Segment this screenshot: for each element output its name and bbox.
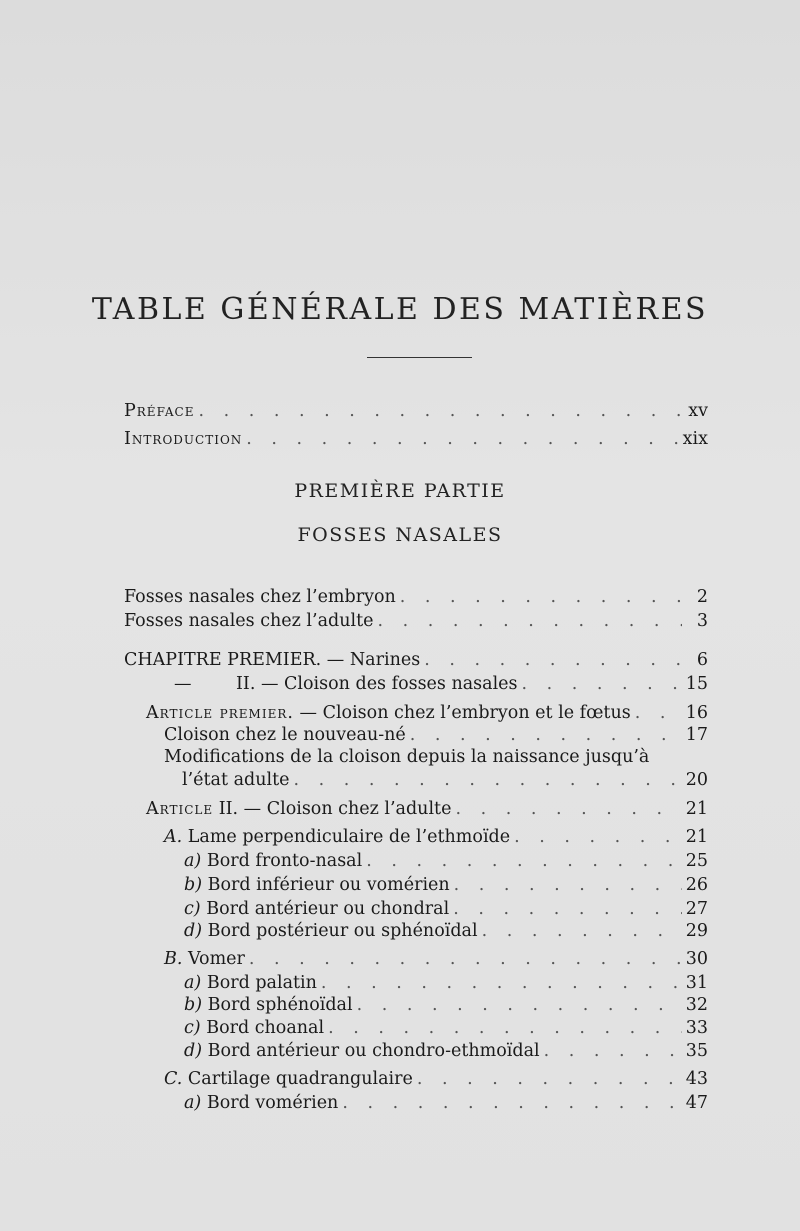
toc-label (164, 1068, 413, 1090)
section-marker: C. (164, 1069, 183, 1089)
subsection-marker: c) (184, 1018, 201, 1038)
toc-entry-subsection[interactable] (184, 920, 708, 942)
toc-entry-preface[interactable] (124, 400, 708, 422)
subsection-marker: d) (184, 921, 203, 941)
toc-entry[interactable] (124, 586, 708, 608)
toc-label (146, 798, 451, 820)
toc-page: 20 (685, 770, 708, 790)
article-title: II. — Cloison chez l’adulte (213, 799, 452, 819)
toc-entry-chapter[interactable] (174, 673, 708, 695)
section-marker: A. (164, 827, 183, 847)
subsection-marker: a) (184, 1093, 202, 1113)
toc-page: 21 (685, 827, 708, 847)
section-title: Vomer (182, 949, 245, 969)
toc-page: 25 (685, 851, 708, 871)
toc-page: 16 (685, 703, 708, 723)
leader-dots (321, 972, 682, 994)
article-label: Article premier. (146, 703, 294, 723)
leader-dots (544, 1040, 682, 1062)
toc-page: 2 (696, 587, 708, 607)
toc-entry-section[interactable] (164, 948, 708, 970)
toc-page: xix (682, 429, 708, 449)
toc-page: 15 (685, 674, 708, 694)
toc-entry[interactable] (124, 610, 708, 632)
toc-label (184, 898, 449, 920)
toc-label (164, 948, 245, 970)
subsection-title: Bord choanal (200, 1018, 325, 1038)
subsection-marker: d) (184, 1041, 203, 1061)
toc-page: 43 (685, 1069, 708, 1089)
page-title: TABLE GÉNÉRALE DES MATIÈRES (91, 292, 709, 327)
leader-dots (424, 649, 682, 671)
toc-entry-subsection[interactable] (184, 994, 708, 1016)
toc-entry-chapter[interactable] (124, 649, 708, 671)
leader-dots (328, 1017, 682, 1039)
subsection-marker: c) (184, 899, 201, 919)
toc-label (184, 920, 478, 942)
toc-page: 31 (685, 973, 708, 993)
subsection-title: Bord vomérien (201, 1093, 339, 1113)
toc-label: CHAPITRE PREMIER. — Narines (124, 650, 421, 670)
leader-dots (400, 586, 682, 608)
toc-page: 32 (685, 995, 708, 1015)
subsection-title: Bord palatin (201, 973, 317, 993)
toc-page: 26 (685, 875, 708, 895)
toc-label: Introduction (124, 429, 243, 449)
toc-label: Cloison chez le nouveau-né (164, 725, 406, 745)
subsection-title: Bord sphénoïdal (202, 995, 353, 1015)
leader-dots (293, 769, 681, 791)
section-title: Cartilage quadrangulaire (182, 1069, 413, 1089)
toc-entry-introduction[interactable] (124, 428, 708, 450)
section-marker: B. (164, 949, 183, 969)
toc-label (164, 826, 510, 848)
leader-dots (522, 673, 682, 695)
leader-dots (198, 400, 682, 422)
toc-page: 21 (685, 799, 708, 819)
toc-page: 6 (696, 650, 708, 670)
subsection-marker: b) (184, 875, 203, 895)
toc-entry-section[interactable] (164, 826, 708, 848)
toc-entry-subsection[interactable] (184, 874, 708, 896)
toc-entry[interactable] (164, 746, 708, 768)
toc-entry-subsection[interactable] (184, 1092, 708, 1114)
leader-dots (249, 948, 682, 970)
toc-entry-subsection[interactable] (184, 898, 708, 920)
toc-label (146, 702, 631, 724)
toc-page: 27 (685, 899, 708, 919)
toc-entry-subsection[interactable] (184, 1040, 708, 1062)
leader-dots (453, 898, 682, 920)
toc-entry-continued[interactable] (182, 769, 708, 791)
leader-dots (455, 798, 681, 820)
leader-dots (417, 1068, 682, 1090)
toc-label: Fosses nasales chez l’embryon (124, 587, 396, 607)
toc-label: l’état adulte (182, 770, 290, 790)
toc-label (184, 1017, 324, 1039)
article-label: Article (146, 799, 214, 819)
toc-label: Fosses nasales chez l’adulte (124, 611, 374, 631)
toc-entry-subsection[interactable] (184, 1017, 708, 1039)
toc-page: xv (688, 401, 708, 421)
toc-entry-article[interactable] (146, 702, 708, 724)
section-title: Lame perpendiculaire de l’ethmoïde (182, 827, 511, 847)
toc-label (184, 994, 353, 1016)
leader-dots (366, 850, 682, 872)
toc-page: 29 (685, 921, 708, 941)
leader-dots (454, 874, 682, 896)
subsection-title: Bord fronto-nasal (201, 851, 363, 871)
subsection-title: Bord inférieur ou vomérien (202, 875, 450, 895)
leader-dots (342, 1092, 681, 1114)
toc-label (184, 1092, 338, 1114)
leader-dots (514, 826, 682, 848)
subsection-title: Bord antérieur ou chondro-ethmoïdal (202, 1041, 540, 1061)
part-subject: FOSSES NASALES (297, 524, 503, 546)
leader-dots (635, 702, 682, 724)
toc-page: 17 (685, 725, 708, 745)
article-title: — Cloison chez l’embryon et le fœtus (293, 703, 631, 723)
subsection-marker: a) (184, 851, 202, 871)
toc-label (184, 1040, 540, 1062)
title-rule (367, 357, 472, 358)
leader-dots (410, 724, 682, 746)
subsection-title: Bord antérieur ou chondral (200, 899, 450, 919)
leader-dots (357, 994, 682, 1016)
leader-dots (482, 920, 682, 942)
subsection-marker: a) (184, 973, 202, 993)
subsection-title: Bord postérieur ou sphénoïdal (202, 921, 478, 941)
toc-page: 47 (685, 1093, 708, 1113)
toc-entry-article[interactable] (146, 798, 708, 820)
toc-label: Préface (124, 401, 195, 421)
toc-entry-subsection[interactable] (184, 850, 708, 872)
toc-entry[interactable] (164, 724, 708, 746)
subsection-marker: b) (184, 995, 203, 1015)
toc-entry-section[interactable] (164, 1068, 708, 1090)
toc-label (184, 972, 317, 994)
toc-page: 3 (696, 611, 708, 631)
toc-page: 30 (685, 949, 708, 969)
toc-label (184, 874, 450, 896)
toc-label (184, 850, 362, 872)
leader-dots (377, 610, 682, 632)
toc-label: — II. — Cloison des fosses nasales (174, 674, 518, 694)
part-heading: PREMIÈRE PARTIE (294, 480, 506, 502)
toc-page: 33 (685, 1018, 708, 1038)
toc-label: Modifications de la cloison depuis la naissance jusqu’à (164, 747, 650, 767)
toc-entry-subsection[interactable] (184, 972, 708, 994)
toc-page: 35 (685, 1041, 708, 1061)
leader-dots (246, 428, 678, 450)
